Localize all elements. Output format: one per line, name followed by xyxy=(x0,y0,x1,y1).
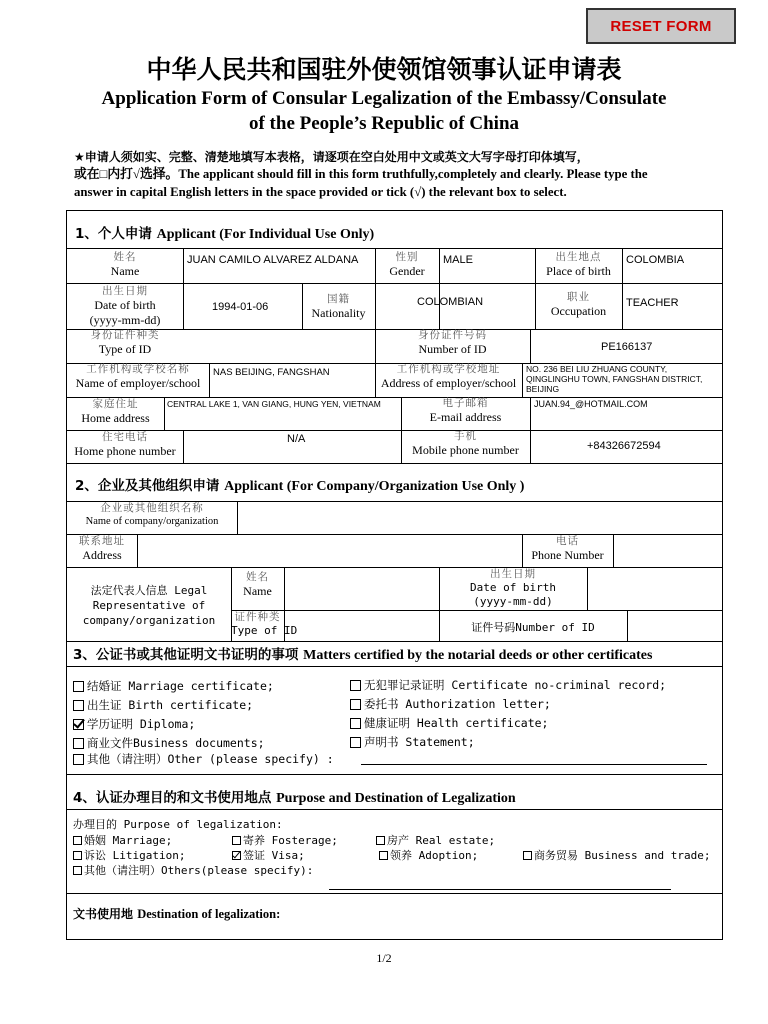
gender-label: 性别 Gender xyxy=(389,251,425,279)
checkbox-marriage-cert[interactable]: 结婚证 Marriage certificate; xyxy=(73,678,274,694)
rep-dob-field[interactable] xyxy=(589,569,720,608)
purpose-fosterage[interactable]: 寄养 Fosterage; xyxy=(232,832,338,848)
purpose-litigation[interactable]: 诉讼 Litigation; xyxy=(73,847,185,863)
form-title-english-line2: of the People’s Republic of China xyxy=(248,113,520,134)
name-field[interactable]: JUAN CAMILO ALVAREZ ALDANA xyxy=(187,254,359,266)
employer-address-field[interactable]: NO. 236 BEI LIU ZHUANG COUNTY, QINGLINGHU TOWN, FANGSHAN DISTRICT, BEIJING xyxy=(526,364,703,394)
rep-id-number-field[interactable] xyxy=(629,612,720,639)
checkbox-box[interactable] xyxy=(73,866,82,875)
reset-form-label: RESET FORM xyxy=(610,17,712,35)
email-label: 电子邮箱 E-mail address xyxy=(429,397,502,425)
checkbox-health[interactable]: 健康证明 Health certificate; xyxy=(350,715,548,731)
purpose-marriage[interactable]: 婚姻 Marriage; xyxy=(73,832,172,848)
occupation-field[interactable]: TEACHER xyxy=(626,297,679,309)
occupation-label: 职业 Occupation xyxy=(550,291,607,319)
purpose-adoption[interactable]: 领养 Adoption; xyxy=(379,847,478,863)
home-address-field[interactable]: CENTRAL LAKE 1, VAN GIANG, HUNG YEN, VIETNAM xyxy=(167,399,381,409)
checkbox-box[interactable] xyxy=(523,851,532,860)
name-label: 姓名 Name xyxy=(110,251,140,279)
checkbox-box[interactable] xyxy=(350,680,361,691)
checkbox-box-checked[interactable] xyxy=(232,851,241,860)
checkbox-box[interactable] xyxy=(379,851,388,860)
purpose-other-field[interactable] xyxy=(329,889,671,890)
rep-id-number-label: 证件号码Number of ID xyxy=(471,621,595,634)
purpose-real-estate[interactable]: 房产 Real estate; xyxy=(376,832,495,848)
checkbox-birth-cert[interactable]: 出生证 Birth certificate; xyxy=(73,697,253,713)
checkbox-box[interactable] xyxy=(376,836,385,845)
company-phone-label: 电话 Phone Number xyxy=(531,535,604,563)
purpose-other[interactable]: 其他（请注明）Others(please specify): xyxy=(73,862,313,878)
rep-id-type-field[interactable] xyxy=(286,612,436,639)
notice-line2: 或在□内打√选择。The applicant should fill in this form truthfully,completely and clearly. Please type the xyxy=(74,167,648,181)
purpose-label: 办理目的 Purpose of legalization: xyxy=(73,818,283,831)
checkbox-no-criminal[interactable]: 无犯罪记录证明 Certificate no-criminal record; xyxy=(350,677,666,693)
checkbox-diploma[interactable]: 学历证明 Diploma; xyxy=(73,716,195,732)
rep-name-label: 姓名 Name xyxy=(243,571,272,599)
checkbox-box[interactable] xyxy=(350,718,361,729)
checkbox-box[interactable] xyxy=(232,836,241,845)
form-frame xyxy=(66,210,723,940)
legal-rep-label: 法定代表人信息 Legal Representative of company/organization xyxy=(82,584,216,627)
checkbox-box[interactable] xyxy=(350,737,361,748)
page-number: 1/2 xyxy=(376,951,392,965)
employer-field[interactable]: NAS BEIJING, FANGSHAN xyxy=(213,367,330,378)
checkbox-box[interactable] xyxy=(73,700,84,711)
rep-name-field[interactable] xyxy=(286,569,436,608)
email-field[interactable]: JUAN.94_@HOTMAIL.COM xyxy=(534,399,648,409)
company-name-label: 企业或其他组织名称 Name of company/organization xyxy=(85,502,219,528)
dob-field[interactable]: 1994-01-06 xyxy=(212,301,269,313)
mobile-label: 手机 Mobile phone number xyxy=(412,430,519,458)
checkbox-statement[interactable]: 声明书 Statement; xyxy=(350,734,475,750)
company-phone-field[interactable] xyxy=(615,536,720,565)
id-number-field[interactable]: PE166137 xyxy=(601,341,653,353)
reset-form-button[interactable] xyxy=(586,8,736,44)
section4-title: 4、认证办理目的和文书使用地点 Purpose and Destination of Legalization xyxy=(73,790,516,806)
checkbox-box-checked[interactable] xyxy=(73,719,84,730)
home-phone-label: 住宅电话 Home phone number xyxy=(74,431,176,459)
nationality-label: 国籍 Nationality xyxy=(311,293,366,321)
home-address-label: 家庭住址 Home address xyxy=(81,398,150,426)
checkbox-box[interactable] xyxy=(73,851,82,860)
checkbox-authorization[interactable]: 委托书 Authorization letter; xyxy=(350,696,551,712)
other-specify-field[interactable] xyxy=(361,764,707,765)
rep-dob-label: 出生日期 Date of birth (yyyy-mm-dd) xyxy=(469,568,557,608)
birthplace-label: 出生地点 Place of birth xyxy=(546,251,611,279)
checkbox-box[interactable] xyxy=(350,699,361,710)
dob-label: 出生日期 Date of birth (yyyy-mm-dd) xyxy=(89,285,161,328)
notice-line1: ★申请人须如实、完整、清楚地填写本表格，请逐项在空白处用中文或英文大写字母打印体填写， xyxy=(74,150,589,164)
id-number-label: 身份证件号码 Number of ID xyxy=(418,329,487,357)
section1-title: 1、个人申请 Applicant (For Individual Use Only) xyxy=(75,226,375,242)
company-address-label: 联系地址 Address xyxy=(79,535,125,563)
employer-address-label: 工作机构或学校地址 Address of employer/school xyxy=(380,363,517,391)
checkbox-other[interactable]: 其他（请注明）Other (please specify) : xyxy=(73,751,334,767)
notice-line3: answer in capital English letters in the space provided or tick (√) the relevant box to select. xyxy=(74,185,567,199)
nationality-field[interactable]: COLOMBIAN xyxy=(417,296,484,308)
mobile-field[interactable]: +84326672594 xyxy=(587,440,661,452)
checkbox-box[interactable] xyxy=(73,836,82,845)
birthplace-field[interactable]: COLOMBIA xyxy=(626,254,685,266)
purpose-visa[interactable]: 签证 Visa; xyxy=(232,847,305,863)
id-type-label: 身份证件种类 Type of ID xyxy=(90,329,160,357)
company-address-field[interactable] xyxy=(139,536,519,565)
checkbox-box[interactable] xyxy=(73,754,84,765)
rep-id-type-label: 证件种类 Type of ID xyxy=(231,611,298,638)
form-title-chinese: 中华人民共和国驻外使领馆领事认证申请表 xyxy=(146,55,622,84)
form-title-english-line1: Application Form of Consular Legalization of the Embassy/Consulate xyxy=(101,88,667,109)
checkbox-box[interactable] xyxy=(73,681,84,692)
employer-label: 工作机构或学校名称 Name of employer/school xyxy=(75,363,201,391)
purpose-business-trade[interactable]: 商务贸易 Business and trade; xyxy=(523,847,710,863)
section2-title: 2、企业及其他组织申请 Applicant (For Company/Organization Use Only ) xyxy=(75,478,525,494)
gender-field[interactable]: MALE xyxy=(443,254,473,266)
company-name-field[interactable] xyxy=(239,503,719,532)
checkbox-business-docs[interactable]: 商业文件Business documents; xyxy=(73,735,265,751)
destination-label: 文书使用地 Destination of legalization: xyxy=(73,907,281,921)
destination-field[interactable] xyxy=(307,901,717,935)
checkbox-box[interactable] xyxy=(73,738,84,749)
home-phone-field[interactable]: N/A xyxy=(287,433,306,445)
section3-title: 3、公证书或其他证明文书证明的事项 Matters certified by the notarial deeds or other certificates xyxy=(73,647,653,663)
